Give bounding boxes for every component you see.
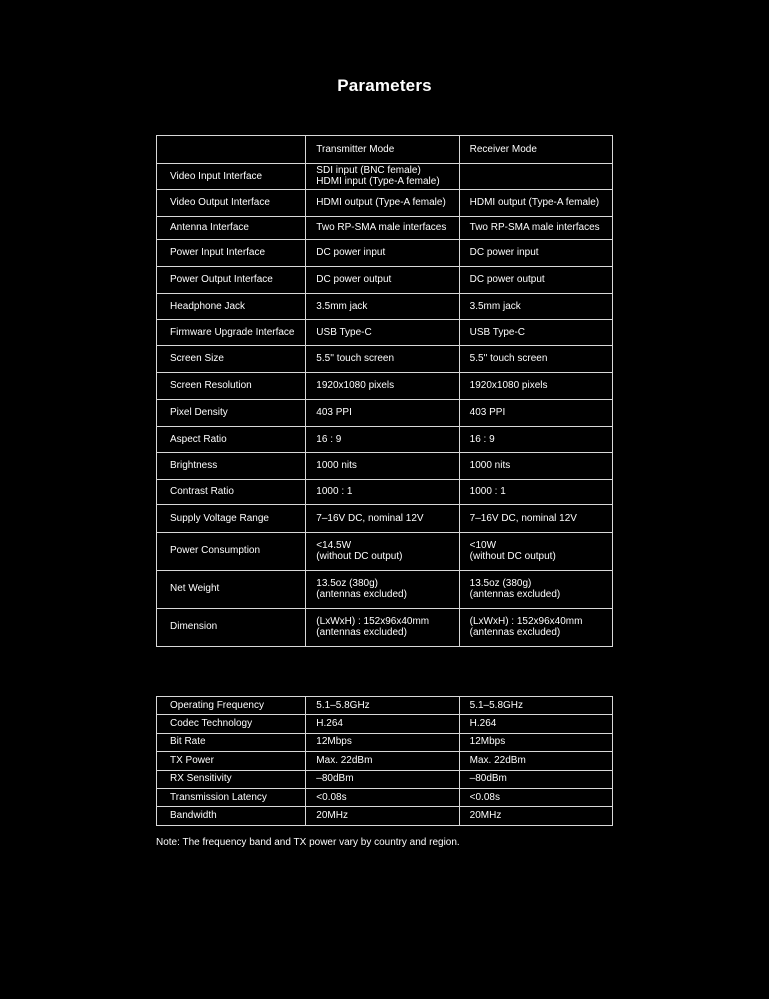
row-label: Dimension — [157, 608, 306, 646]
row-label: Supply Voltage Range — [157, 505, 306, 533]
receiver-cell: –80dBm — [459, 770, 612, 788]
table-row — [157, 505, 613, 533]
transmitter-cell: Transmitter Mode — [306, 136, 459, 164]
table-row — [157, 697, 613, 715]
transmitter-cell: 13.5oz (380g) (antennas excluded) — [306, 570, 459, 608]
receiver-cell: H.264 — [459, 715, 612, 733]
receiver-cell — [459, 163, 612, 190]
table-row — [157, 372, 613, 400]
table-row — [157, 532, 613, 570]
row-label: Contrast Ratio — [157, 479, 306, 505]
receiver-cell: (LxWxH) : 152x96x40mm (antennas excluded) — [459, 608, 612, 646]
receiver-cell: DC power input — [459, 240, 612, 267]
receiver-cell: 1000 : 1 — [459, 479, 612, 505]
row-label: Operating Frequency — [157, 697, 306, 715]
table-row — [157, 216, 613, 240]
transmitter-cell: 5.1–5.8GHz — [306, 697, 459, 715]
row-label: Video Input Interface — [157, 163, 306, 190]
row-label: Headphone Jack — [157, 294, 306, 320]
transmitter-cell: 5.5'' touch screen — [306, 346, 459, 373]
transmitter-cell: USB Type-C — [306, 319, 459, 346]
row-label: Brightness — [157, 453, 306, 480]
transmitter-cell: 1000 nits — [306, 453, 459, 480]
table-row — [157, 400, 613, 427]
page-title: Parameters — [337, 76, 432, 95]
row-label: Antenna Interface — [157, 216, 306, 240]
receiver-cell: 16 : 9 — [459, 426, 612, 453]
table-row — [157, 163, 613, 190]
receiver-cell: <10W (without DC output) — [459, 532, 612, 570]
table-row — [157, 266, 613, 294]
row-label: Power Consumption — [157, 532, 306, 570]
row-label — [157, 136, 306, 164]
table-row — [157, 319, 613, 346]
footnote: Note: The frequency band and TX power vary by country and region. — [156, 837, 460, 848]
transmitter-cell: <0.08s — [306, 788, 459, 806]
table-row — [157, 426, 613, 453]
transmitter-cell: 7–16V DC, nominal 12V — [306, 505, 459, 533]
transmitter-cell: 12Mbps — [306, 733, 459, 751]
transmitter-cell: DC power input — [306, 240, 459, 267]
row-label: Video Output Interface — [157, 190, 306, 217]
receiver-cell: 1000 nits — [459, 453, 612, 480]
receiver-cell: <0.08s — [459, 788, 612, 806]
receiver-cell: 20MHz — [459, 807, 612, 825]
row-label: Transmission Latency — [157, 788, 306, 806]
receiver-cell: HDMI output (Type-A female) — [459, 190, 612, 217]
receiver-cell: Receiver Mode — [459, 136, 612, 164]
transmitter-cell: 403 PPI — [306, 400, 459, 427]
table-row — [157, 770, 613, 788]
table-row — [157, 752, 613, 770]
receiver-cell: DC power output — [459, 266, 612, 294]
receiver-cell: 403 PPI — [459, 400, 612, 427]
table-row — [157, 788, 613, 806]
row-label: Aspect Ratio — [157, 426, 306, 453]
receiver-cell: 7–16V DC, nominal 12V — [459, 505, 612, 533]
receiver-cell: 12Mbps — [459, 733, 612, 751]
transmitter-cell: <14.5W (without DC output) — [306, 532, 459, 570]
table-row — [157, 294, 613, 320]
row-label: Codec Technology — [157, 715, 306, 733]
row-label: Power Output Interface — [157, 266, 306, 294]
transmitter-cell: H.264 — [306, 715, 459, 733]
table-row — [157, 608, 613, 646]
receiver-cell: 3.5mm jack — [459, 294, 612, 320]
table-row — [157, 570, 613, 608]
row-label: TX Power — [157, 752, 306, 770]
receiver-cell: Max. 22dBm — [459, 752, 612, 770]
row-label: RX Sensitivity — [157, 770, 306, 788]
table-row — [157, 346, 613, 373]
parameters-table — [156, 135, 613, 647]
transmitter-cell: 3.5mm jack — [306, 294, 459, 320]
table-row — [157, 715, 613, 733]
table-row — [157, 190, 613, 217]
receiver-cell: 1920x1080 pixels — [459, 372, 612, 400]
row-label: Pixel Density — [157, 400, 306, 427]
transmitter-cell: (LxWxH) : 152x96x40mm (antennas excluded) — [306, 608, 459, 646]
transmitter-cell: DC power output — [306, 266, 459, 294]
row-label: Net Weight — [157, 570, 306, 608]
receiver-cell: USB Type-C — [459, 319, 612, 346]
transmitter-cell: 1920x1080 pixels — [306, 372, 459, 400]
transmitter-cell: Max. 22dBm — [306, 752, 459, 770]
table-row — [157, 733, 613, 751]
transmitter-cell: 20MHz — [306, 807, 459, 825]
row-label: Screen Resolution — [157, 372, 306, 400]
transmitter-cell: HDMI output (Type-A female) — [306, 190, 459, 217]
receiver-cell: 5.1–5.8GHz — [459, 697, 612, 715]
table-row — [157, 807, 613, 825]
row-label: Screen Size — [157, 346, 306, 373]
row-label: Power Input Interface — [157, 240, 306, 267]
table-row — [157, 240, 613, 267]
transmitter-cell: 1000 : 1 — [306, 479, 459, 505]
transmitter-cell: 16 : 9 — [306, 426, 459, 453]
wireless-specs-table — [156, 696, 613, 826]
table-row — [157, 479, 613, 505]
row-label: Bandwidth — [157, 807, 306, 825]
receiver-cell: 13.5oz (380g) (antennas excluded) — [459, 570, 612, 608]
transmitter-cell: SDI input (BNC female) HDMI input (Type-A female) — [306, 163, 459, 190]
transmitter-cell: –80dBm — [306, 770, 459, 788]
table-header-row — [157, 136, 613, 164]
transmitter-cell: Two RP-SMA male interfaces — [306, 216, 459, 240]
table-row — [157, 453, 613, 480]
row-label: Bit Rate — [157, 733, 306, 751]
receiver-cell: Two RP-SMA male interfaces — [459, 216, 612, 240]
receiver-cell: 5.5'' touch screen — [459, 346, 612, 373]
row-label: Firmware Upgrade Interface — [157, 319, 306, 346]
